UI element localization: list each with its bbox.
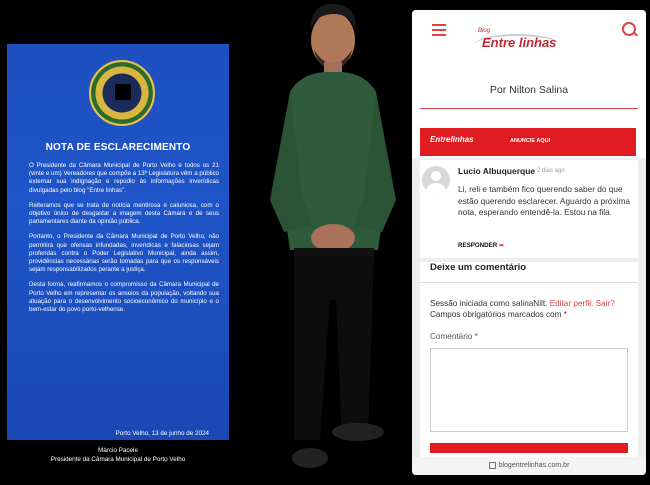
- blog-logo[interactable]: [474, 28, 560, 56]
- url-text: blogentrelinhas.com.br: [498, 462, 570, 469]
- notice-signature: [7, 447, 229, 464]
- comment-text: Li, reli e também fico querendo saber do que estão querendo esclarecer. Aguardo a próxima nota, esperando entendê-la. Estou na fila.: [458, 184, 631, 217]
- search-icon[interactable]: [622, 22, 636, 36]
- ad-label: ANUNCIE AQUI: [510, 138, 551, 144]
- comment-item: [420, 160, 638, 258]
- reply-label: RESPONDER: [458, 242, 498, 249]
- blog-header: [412, 10, 646, 68]
- ad-banner[interactable]: [420, 128, 636, 156]
- blog-phone-screenshot: [412, 10, 646, 475]
- person-photo: [250, 0, 410, 485]
- browser-url-bar[interactable]: [412, 457, 646, 475]
- notice-paragraph: O Presidente da Câmara Municipal de Porto Velho e todos os 21 (vinte e um) Vereadores que compõe a 13ª Legislatura vêm a público externar sua indignação e repúdio às informações inverídicas divulgadas pelo blog "Entre linhas".: [29, 162, 219, 194]
- post-author: Por Nilton Salina: [489, 84, 569, 96]
- comment-label: Comentário *: [430, 332, 478, 341]
- required-note: Campos obrigatórios marcados com *: [430, 310, 567, 319]
- notice-paragraph: Reiteramos que se trata de notícia mentirosa e caluniosa, com o objetivo único de desgastar a imagem desta Câmara e de seus parlamentares diante da opinião pública.: [29, 201, 219, 226]
- ad-logo: Entrelinhas: [430, 135, 474, 144]
- comment-author[interactable]: Lucio Albuquerque: [458, 166, 536, 176]
- notice-title: NOTA DE ESCLARECIMENTO: [45, 142, 191, 153]
- notice-date: Porto Velho, 13 de junho de 2024: [115, 430, 209, 437]
- session-info: [430, 298, 634, 320]
- logo-main-text: Entre linhas: [482, 35, 557, 50]
- notice-paragraph: Desta forma, reafirmamos o compromisso da Câmara Municipal de Porto Velho em representar os anseios da população, voltando sua atuação para o desenvolvimento socioeconômico do município e o bem-estar do povo porto-velhense.: [29, 281, 219, 314]
- divider: [420, 108, 638, 109]
- reply-button[interactable]: [458, 242, 504, 249]
- clarification-notice: [7, 44, 229, 463]
- signer-name: Márcio Pacele: [98, 447, 138, 454]
- logo-small-text: Blog: [478, 28, 491, 34]
- lock-icon: [489, 462, 496, 469]
- menu-icon[interactable]: [432, 24, 446, 36]
- comment-textarea[interactable]: [430, 348, 628, 432]
- reply-arrow-icon: ➦: [498, 242, 505, 249]
- logout-link[interactable]: Sair?: [595, 299, 615, 308]
- submit-button[interactable]: [430, 443, 628, 453]
- city-council-seal-icon: [89, 60, 155, 126]
- signer-role: Presidente da Câmara Municipal de Porto Velho: [50, 455, 186, 463]
- comment-form: [420, 262, 638, 475]
- form-heading: Deixe um comentário: [430, 262, 527, 273]
- session-text: Sessão iniciada como salinaNilt.: [430, 299, 548, 308]
- comments-section: [412, 158, 646, 475]
- notice-paragraph: Portanto, o Presidente da Câmara Municipal de Porto Velho, não permitirá que ofensas infundadas, inverídicas e falaciosas sejam proferidas contra o Poder Legislativo Municipal, ainda assim, providências necessárias serão tomadas para que os responsáveis sejam responsabilizados perante a justiça.: [29, 233, 219, 274]
- divider: [420, 282, 638, 283]
- edit-profile-link[interactable]: Editar perfil.: [549, 299, 594, 308]
- notice-body: [29, 162, 219, 321]
- comment-date[interactable]: 2 dias ago: [537, 168, 565, 174]
- avatar: [422, 166, 450, 194]
